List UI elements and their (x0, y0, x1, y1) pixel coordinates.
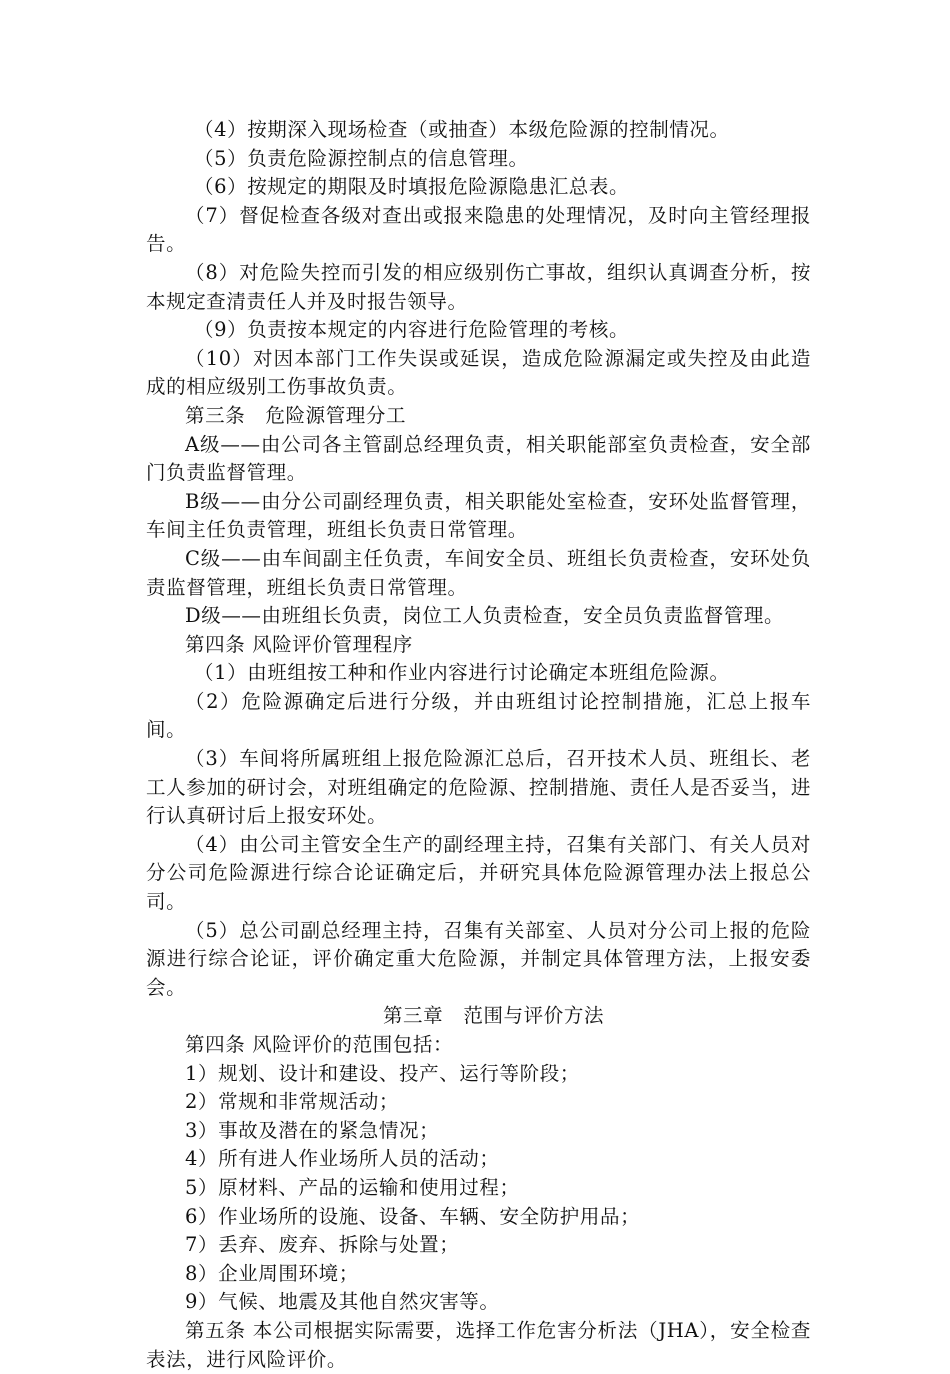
chapter-3-heading: 第三章 范围与评价方法 (382, 1004, 605, 1028)
scope-item-5: 5）原材料、产品的运输和使用过程； (185, 1175, 520, 1199)
scope-item-1: 1）规划、设计和建设、投产、运行等阶段； (185, 1061, 580, 1085)
document-body (146, 116, 811, 1374)
paragraph-duty-8: （8）对危险失控而引发的相应级别伤亡事故，组织认真调查分析，按本规定查清责任人并及时报告领导。 (146, 260, 811, 313)
scope-item-8: 8）企业周围环境； (185, 1261, 359, 1285)
paragraph-level-a: A级——由公司各主管副总经理负责，相关职能部室负责检查，安全部门负责监督管理。 (146, 432, 811, 485)
article-3-heading: 第三条 危险源管理分工 (185, 403, 407, 427)
paragraph-procedure-1: （1）由班组按工种和作业内容进行讨论确定本班组危险源。 (194, 661, 730, 685)
article-4-scope-heading: 第四条 风险评价的范围包括： (185, 1033, 454, 1056)
scope-item-3: 3）事故及潜在的紧急情况； (185, 1118, 440, 1142)
scope-item-4: 4）所有进人作业场所人员的活动； (185, 1147, 500, 1171)
paragraph-level-b: B级——由分公司副经理负责，相关职能处室检查，安环处监督管理，车间主任负责管理，班组长负责日常管理。 (146, 489, 811, 542)
paragraph-duty-7: （7）督促检查各级对查出或报来隐患的处理情况，及时向主管经理报告。 (146, 203, 811, 256)
paragraph-procedure-4: （4）由公司主管安全生产的副经理主持，召集有关部门、有关人员对分公司危险源进行综合论证确定后，并研究具体危险源管理办法上报总公司。 (146, 832, 811, 914)
scope-item-7: 7）丢弃、废弃、拆除与处置； (185, 1233, 460, 1257)
paragraph-duty-9: （9）负责按本规定的内容进行危险管理的考核。 (194, 318, 630, 342)
paragraph-duty-6: （6）按规定的期限及时填报危险源隐患汇总表。 (194, 175, 630, 199)
paragraph-procedure-3: （3）车间将所属班组上报危险源汇总后，召开技术人员、班组长、老工人参加的研讨会，对班组确定的危险源、控制措施、责任人是否妥当，进行认真研讨后上报安环处。 (146, 747, 811, 828)
scope-item-2: 2）常规和非常规活动； (185, 1090, 400, 1114)
scope-item-6: 6）作业场所的设施、设备、车辆、安全防护用品； (185, 1204, 641, 1228)
paragraph-duty-10: （10）对因本部门工作失误或延误，造成危险源漏定或失控及由此造成的相应级别工伤事故负责。 (146, 346, 811, 399)
paragraph-level-c: C级——由车间副主任负责，车间安全员、班组长负责检查，安环处负责监督管理，班组长负责日常管理。 (146, 546, 811, 599)
scope-item-9: 9）气候、地震及其他自然灾害等。 (185, 1290, 500, 1314)
article-4-heading: 第四条 风险评价管理程序 (185, 632, 413, 656)
paragraph-duty-5: （5）负责危险源控制点的信息管理。 (194, 146, 529, 170)
paragraph-procedure-2: （2）危险源确定后进行分级，并由班组讨论控制措施，汇总上报车间。 (146, 689, 811, 742)
article-5-paragraph: 第五条 本公司根据实际需要，选择工作危害分析法（JHA），安全检查表法，进行风险评价。 (146, 1318, 811, 1371)
paragraph-procedure-5: （5）总公司副总经理主持，召集有关部室、人员对分公司上报的危险源进行综合论证，评价确定重大危险源，并制定具体管理方法，上报安委会。 (146, 918, 811, 999)
paragraph-level-d: D级——由班组长负责，岗位工人负责检查，安全员负责监督管理。 (185, 604, 785, 628)
paragraph-duty-4: （4）按期深入现场检查（或抽查）本级危险源的控制情况。 (194, 118, 730, 141)
